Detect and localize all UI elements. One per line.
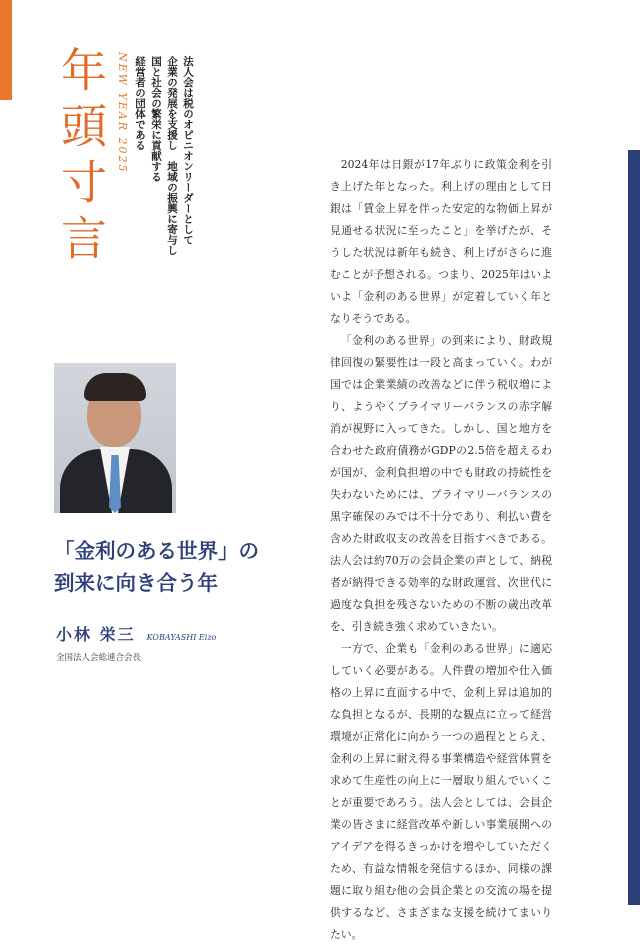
article-paragraph: 2024年は日銀が17年ぶりに政策金利を引き上げた年となった。利上げの理由として日銀は「賃金上昇を伴った安定的な物価上昇が見通せる状況に至ったこと」を挙げたが、そうした状況は新年も続き、利上げがさらに進むことが予想される。つまり、2025年はいよいよ「金利のある世界」が定着していく年となりそうである。 <box>330 158 552 325</box>
page-title: 年頭寸言 <box>54 46 108 270</box>
article-paragraph: 一方で、企業も「金利のある世界」に適応していく必要がある。人件費の増加や仕入価格の上昇に直面する中で、金利上昇は追加的な負担となるが、長期的な観点に立って経営環境が正常化に向かう一つの過程ととらえ、金利の上昇に耐え得る事業構造や経営体質を求めて生産性の向上に一層取り組んでいくことが重要であろう。法人会としては、会員企業の皆さまに経営改革や新しい事業展開へのアイデアを得るきっかけを増やしていただくため、有益な情報を発信するほか、同様の課題に取り組む他の会員企業との交流の場を提供するなど、さまざまな支援を続けてまいりたい。 <box>330 642 552 941</box>
navy-accent-bar <box>628 150 640 905</box>
headline-line: 「金利のある世界」の <box>54 539 259 563</box>
orange-accent-bar <box>0 0 12 100</box>
article-body <box>330 154 552 946</box>
mission-line: 国と社会の繁栄に貢献する <box>150 56 162 182</box>
author-name-roman: KOBAYASHI Eizo <box>146 633 217 642</box>
portrait-hair <box>84 373 146 401</box>
article-paragraph: 「金利のある世界」の到来により、財政規律回復の緊要性は一段と高まっていく。わが国では企業業績の改善などに伴う税収増により、ようやくプライマリーバランスの赤字解消が視野に入ってきた。しかし、国と地方を合わせた政府債務がGDPの2.5倍を超えるわが国が、金利負担増の中でも財政の持続性を失わないためには、プライマリーバランスの黒字確保のみでは不十分であり、利払い費を含めた財政収支の改善を目指すべきである。法人会は約70万の会員企業の声として、納税者が納得できる効率的な財政運営、次世代に過度な負担を残さないための不断の歳出改革を、引き続き強く求めていきたい。 <box>330 334 552 633</box>
author-byline <box>56 622 216 645</box>
page-subtitle: NEW YEAR 2025 <box>116 52 129 174</box>
mission-line: 経営者の団体である <box>134 56 146 151</box>
headline-line: 到来に向き合う年 <box>54 571 218 595</box>
mission-line: 法人会は税のオピニオンリーダーとして <box>182 56 194 245</box>
author-name: 小林 栄三 <box>56 625 136 644</box>
author-portrait <box>54 363 176 513</box>
mission-line: 企業の発展を支援し 地域の振興に寄与し <box>166 56 178 256</box>
mission-statement <box>132 56 196 286</box>
author-title: 全国法人会総連合会長 <box>56 653 142 663</box>
article-headline <box>54 535 314 599</box>
